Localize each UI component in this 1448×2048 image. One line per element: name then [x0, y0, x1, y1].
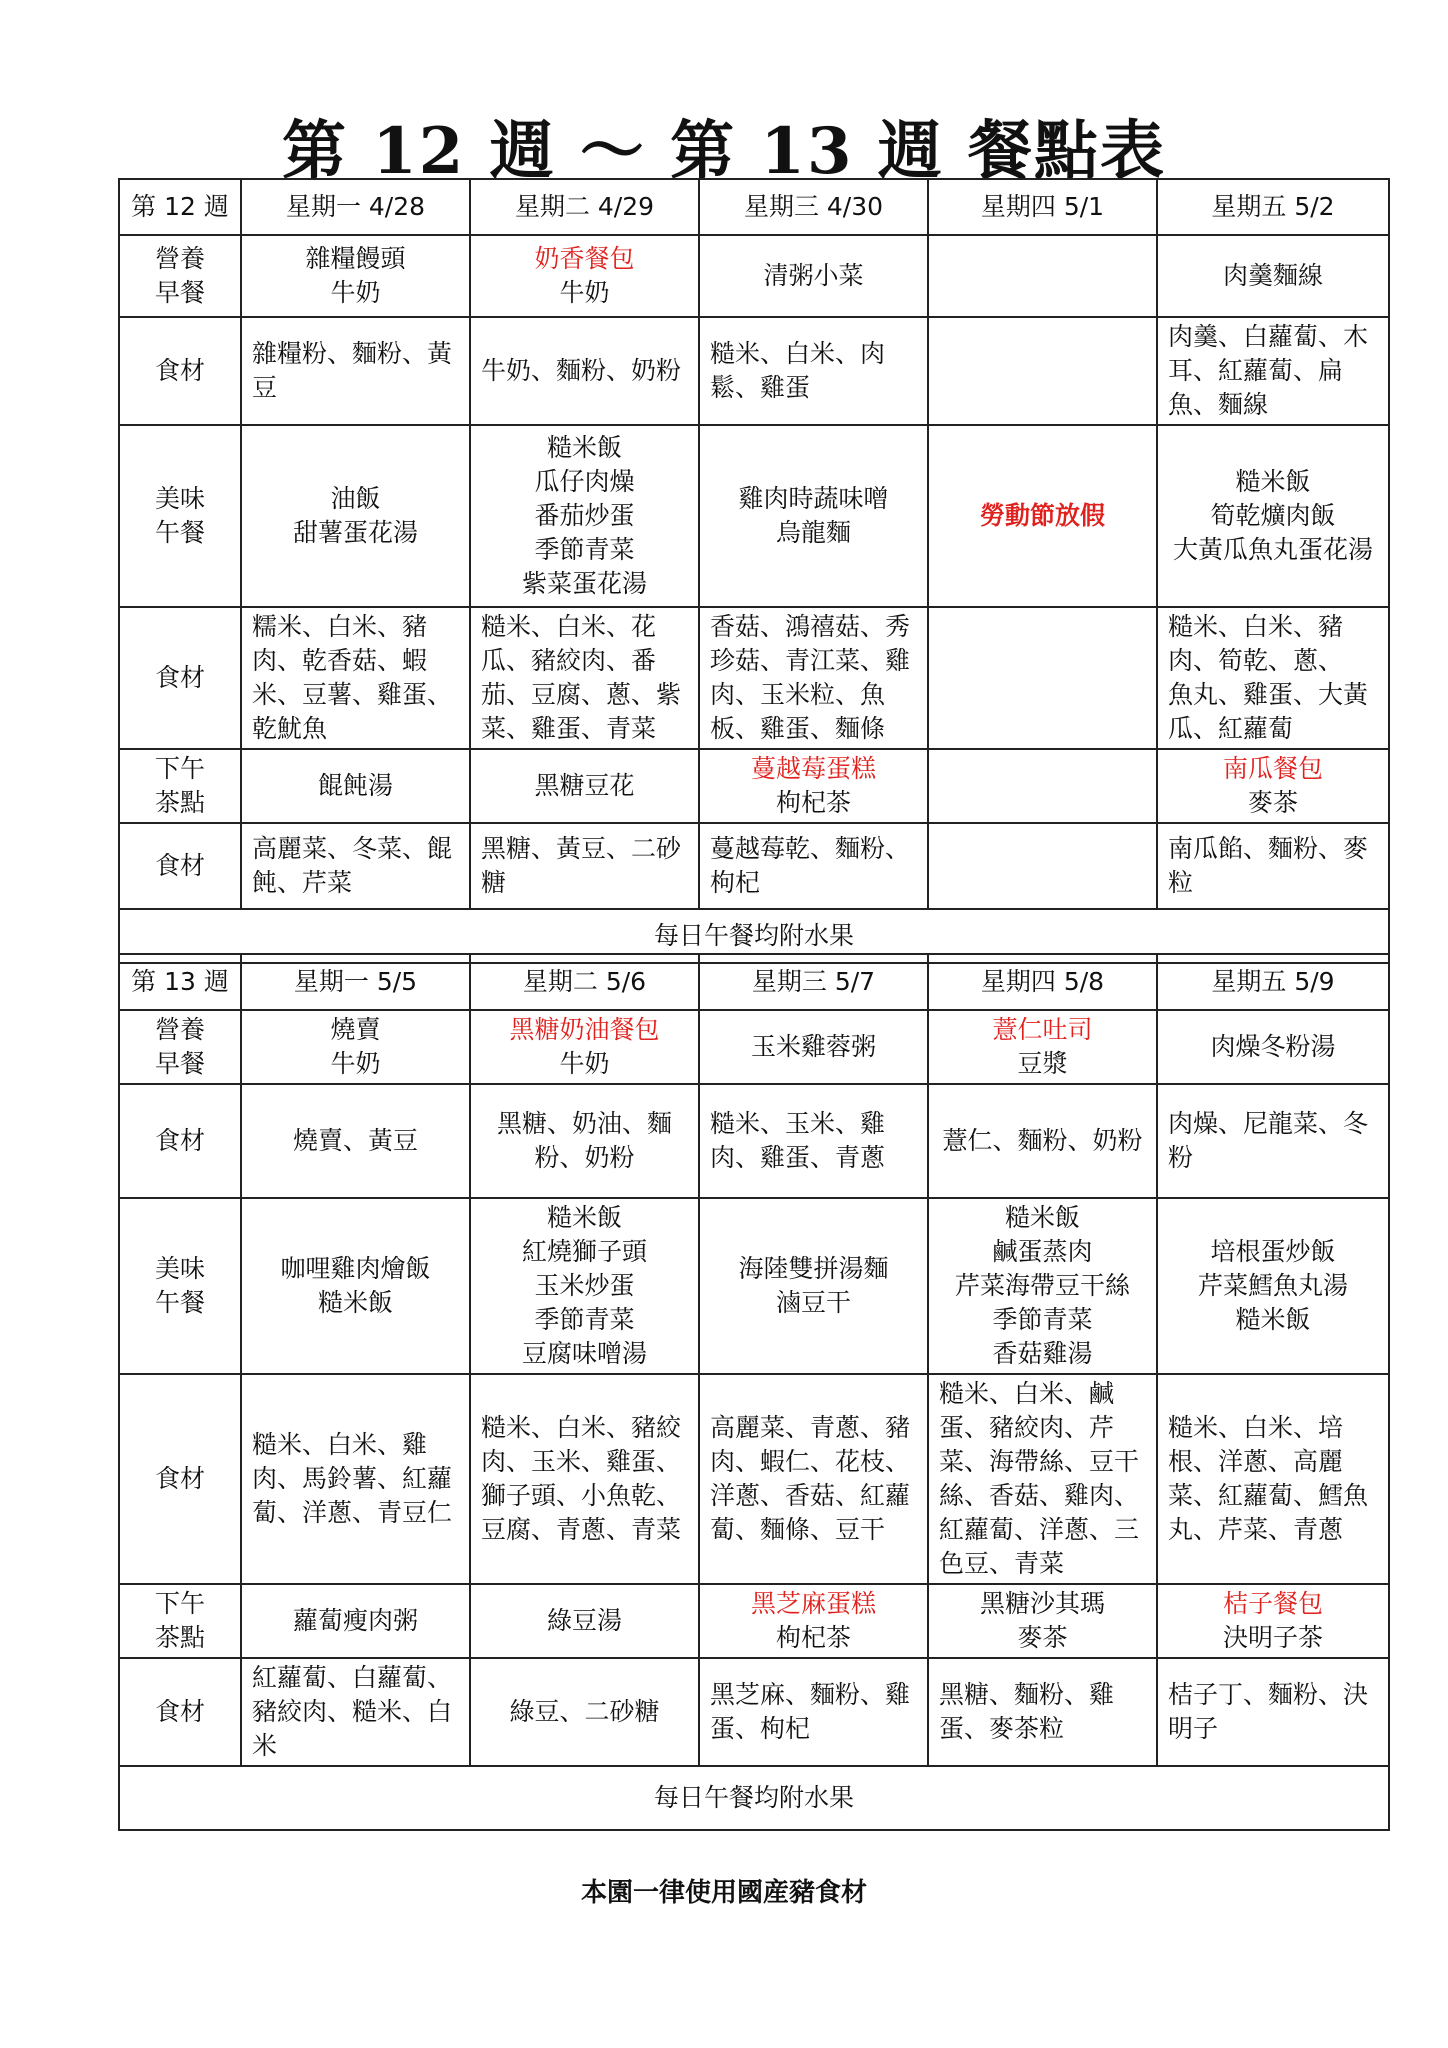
ingredients-row-label: 食材	[119, 823, 241, 909]
snack-fri	[1157, 749, 1389, 823]
breakfast-ing-tue: 黑糖、奶油、麵 粉、奶粉	[470, 1084, 699, 1198]
lunch-mon: 油飯 甜薯蛋花湯	[241, 425, 470, 607]
snack-ing-wed: 黑芝麻、麵粉、雞 蛋、枸杞	[699, 1658, 928, 1766]
breakfast-mon	[241, 235, 470, 317]
fruit-note: 每日午餐均附水果	[119, 1766, 1389, 1830]
week13-breakfast-ingredients-row	[119, 1084, 1389, 1198]
page-title: 第 12 週 ～ 第 13 週 餐點表	[281, 114, 1167, 189]
breakfast-tue	[470, 235, 699, 317]
snack-mon	[241, 1584, 470, 1658]
snack-wed	[699, 749, 928, 823]
breakfast-mon	[241, 1010, 470, 1084]
lunch-tue: 糙米飯 紅燒獅子頭 玉米炒蛋 季節青菜 豆腐味噌湯	[470, 1198, 699, 1374]
breakfast-ing-thu: 薏仁、麵粉、奶粉	[928, 1084, 1157, 1198]
snack-fri	[1157, 1584, 1389, 1658]
snack-drink: 麥茶	[1017, 1623, 1068, 1652]
breakfast-item: 清粥小菜	[763, 261, 864, 290]
day-header-tue: 星期二 4/29	[470, 179, 699, 235]
ingredients-row-label: 食材	[119, 1658, 241, 1766]
lunch-fri: 培根蛋炒飯 芹菜鱈魚丸湯 糙米飯	[1157, 1198, 1389, 1374]
snack-thu	[928, 749, 1157, 823]
week13-lunch-row	[119, 1198, 1389, 1374]
day-header-mon: 星期一 5/5	[241, 954, 470, 1010]
lunch-row-label: 美味 午餐	[119, 425, 241, 607]
pork-origin-notice: 本園一律使用國産豬食材	[580, 1878, 867, 1908]
breakfast-thu	[928, 1010, 1157, 1084]
breakfast-item: 肉羹麵線	[1222, 261, 1323, 290]
week12-lunch-ingredients-row	[119, 607, 1389, 749]
breakfast-item-highlight: 奶香餐包	[534, 244, 635, 273]
breakfast-ing-mon: 燒賣、黃豆	[241, 1084, 470, 1198]
breakfast-ing-tue: 牛奶、麵粉、奶粉	[470, 317, 699, 425]
snack-ing-tue: 綠豆、二砂糖	[470, 1658, 699, 1766]
lunch-ing-fri: 糙米、白米、豬 肉、筍乾、蔥、 魚丸、雞蛋、大黃 瓜、紅蘿蔔	[1157, 607, 1389, 749]
breakfast-ing-fri: 肉燥、尼龍菜、冬 粉	[1157, 1084, 1389, 1198]
breakfast-item: 雜糧饅頭	[305, 244, 406, 273]
snack-ing-thu	[928, 823, 1157, 909]
breakfast-thu	[928, 235, 1157, 317]
lunch-ing-wed: 香菇、鴻禧菇、秀 珍菇、青江菜、雞 肉、玉米粒、魚 板、雞蛋、麵條	[699, 607, 928, 749]
breakfast-wed	[699, 1010, 928, 1084]
week12-snack-row	[119, 749, 1389, 823]
snack-item-highlight: 黑芝麻蛋糕	[750, 1589, 876, 1618]
snack-drink: 枸杞茶	[775, 1623, 851, 1652]
snack-ing-mon: 高麗菜、冬菜、餛 飩、芹菜	[241, 823, 470, 909]
breakfast-tue	[470, 1010, 699, 1084]
lunch-ing-mon: 糙米、白米、雞 肉、馬鈴薯、紅蘿 蔔、洋蔥、青豆仁	[241, 1374, 470, 1584]
week13-header-row	[119, 954, 1389, 1010]
snack-tue	[470, 749, 699, 823]
week12-breakfast-row	[119, 235, 1389, 317]
week13-snack-row	[119, 1584, 1389, 1658]
snack-row-label: 下午 茶點	[119, 749, 241, 823]
snack-thu	[928, 1584, 1157, 1658]
lunch-ing-thu	[928, 607, 1157, 749]
day-header-fri: 星期五 5/2	[1157, 179, 1389, 235]
breakfast-wed	[699, 235, 928, 317]
breakfast-ing-wed: 糙米、玉米、雞 肉、雞蛋、青蔥	[699, 1084, 928, 1198]
snack-drink: 枸杞茶	[775, 788, 851, 817]
lunch-thu: 糙米飯 鹹蛋蒸肉 芹菜海帶豆干絲 季節青菜 香菇雞湯	[928, 1198, 1157, 1374]
lunch-wed: 雞肉時蔬味噌 烏龍麵	[699, 425, 928, 607]
ingredients-row-label: 食材	[119, 317, 241, 425]
breakfast-ing-wed: 糙米、白米、肉 鬆、雞蛋	[699, 317, 928, 425]
day-header-wed: 星期三 5/7	[699, 954, 928, 1010]
week-label: 第 12 週	[119, 179, 241, 235]
breakfast-item: 燒賣	[330, 1015, 381, 1044]
snack-item: 餛飩湯	[317, 771, 393, 800]
snack-item-highlight: 南瓜餐包	[1222, 754, 1323, 783]
snack-ing-fri: 桔子丁、麵粉、決 明子	[1157, 1658, 1389, 1766]
snack-mon	[241, 749, 470, 823]
breakfast-drink: 豆漿	[1017, 1049, 1068, 1078]
lunch-mon: 咖哩雞肉燴飯 糙米飯	[241, 1198, 470, 1374]
snack-ing-wed: 蔓越莓乾、麵粉、 枸杞	[699, 823, 928, 909]
snack-ing-thu: 黑糖、麵粉、雞 蛋、麥茶粒	[928, 1658, 1157, 1766]
breakfast-ing-thu	[928, 317, 1157, 425]
week13-fruit-note-row	[119, 1766, 1389, 1830]
week13-lunch-ingredients-row	[119, 1374, 1389, 1584]
lunch-ing-tue: 糙米、白米、豬絞 肉、玉米、雞蛋、 獅子頭、小魚乾、 豆腐、青蔥、青菜	[470, 1374, 699, 1584]
breakfast-fri	[1157, 235, 1389, 317]
lunch-ing-wed: 高麗菜、青蔥、豬 肉、蝦仁、花枝、 洋蔥、香菇、紅蘿 蔔、麵條、豆干	[699, 1374, 928, 1584]
week12-snack-ingredients-row	[119, 823, 1389, 909]
week-label: 第 13 週	[119, 954, 241, 1010]
day-header-thu: 星期四 5/1	[928, 179, 1157, 235]
day-header-mon: 星期一 4/28	[241, 179, 470, 235]
lunch-ing-mon: 糯米、白米、豬 肉、乾香菇、蝦 米、豆薯、雞蛋、 乾魷魚	[241, 607, 470, 749]
snack-ing-fri: 南瓜餡、麵粉、麥 粒	[1157, 823, 1389, 909]
day-header-wed: 星期三 4/30	[699, 179, 928, 235]
snack-drink: 麥茶	[1247, 788, 1298, 817]
snack-tue	[470, 1584, 699, 1658]
lunch-tue: 糙米飯 瓜仔肉燥 番茄炒蛋 季節青菜 紫菜蛋花湯	[470, 425, 699, 607]
breakfast-row-label: 營養 早餐	[119, 1010, 241, 1084]
week12-header-row	[119, 179, 1389, 235]
snack-wed	[699, 1584, 928, 1658]
breakfast-item: 玉米雞蓉粥	[750, 1032, 876, 1061]
breakfast-item: 肉燥冬粉湯	[1210, 1032, 1336, 1061]
day-header-tue: 星期二 5/6	[470, 954, 699, 1010]
snack-item-highlight: 蔓越莓蛋糕	[750, 754, 876, 783]
snack-drink: 決明子茶	[1222, 1623, 1323, 1652]
breakfast-fri	[1157, 1010, 1389, 1084]
breakfast-drink: 牛奶	[559, 278, 610, 307]
lunch-row-label: 美味 午餐	[119, 1198, 241, 1374]
ingredients-row-label: 食材	[119, 1084, 241, 1198]
day-header-fri: 星期五 5/9	[1157, 954, 1389, 1010]
snack-item-highlight: 桔子餐包	[1222, 1589, 1323, 1618]
breakfast-drink: 牛奶	[559, 1049, 610, 1078]
snack-item: 綠豆湯	[546, 1606, 622, 1635]
snack-ing-tue: 黑糖、黃豆、二砂 糖	[470, 823, 699, 909]
snack-item: 黑糖沙其瑪	[979, 1589, 1105, 1618]
lunch-wed: 海陸雙拼湯麵 滷豆干	[699, 1198, 928, 1374]
week13-snack-ingredients-row	[119, 1658, 1389, 1766]
week13-menu-table	[118, 953, 1390, 1831]
breakfast-drink: 牛奶	[330, 278, 381, 307]
week13-breakfast-row	[119, 1010, 1389, 1084]
breakfast-ing-mon: 雜糧粉、麵粉、黃 豆	[241, 317, 470, 425]
ingredients-row-label: 食材	[119, 1374, 241, 1584]
breakfast-drink: 牛奶	[330, 1049, 381, 1078]
lunch-fri: 糙米飯 筍乾爌肉飯 大黃瓜魚丸蛋花湯	[1157, 425, 1389, 607]
fruit-note: 每日午餐均附水果	[119, 909, 1389, 963]
week12-breakfast-ingredients-row	[119, 317, 1389, 425]
lunch-ing-tue: 糙米、白米、花 瓜、豬絞肉、番 茄、豆腐、蔥、紫 菜、雞蛋、青菜	[470, 607, 699, 749]
snack-item: 黑糖豆花	[534, 771, 635, 800]
breakfast-row-label: 營養 早餐	[119, 235, 241, 317]
lunch-ing-fri: 糙米、白米、培 根、洋蔥、高麗 菜、紅蘿蔔、鱈魚 丸、芹菜、青蔥	[1157, 1374, 1389, 1584]
breakfast-ing-fri: 肉羹、白蘿蔔、木 耳、紅蘿蔔、扁 魚、麵線	[1157, 317, 1389, 425]
ingredients-row-label: 食材	[119, 607, 241, 749]
day-header-thu: 星期四 5/8	[928, 954, 1157, 1010]
lunch-ing-thu: 糙米、白米、鹹 蛋、豬絞肉、芹 菜、海帶絲、豆干 絲、香菇、雞肉、 紅蘿蔔、洋蔥、三 色豆、青菜	[928, 1374, 1157, 1584]
week12-menu-table	[118, 178, 1390, 964]
breakfast-item-highlight: 薏仁吐司	[992, 1015, 1093, 1044]
snack-item: 蘿蔔瘦肉粥	[292, 1606, 418, 1635]
snack-ing-mon: 紅蘿蔔、白蘿蔔、 豬絞肉、糙米、白 米	[241, 1658, 470, 1766]
holiday-notice: 勞動節放假	[928, 425, 1157, 607]
snack-row-label: 下午 茶點	[119, 1584, 241, 1658]
breakfast-item-highlight: 黑糖奶油餐包	[509, 1015, 660, 1044]
week12-lunch-row	[119, 425, 1389, 607]
